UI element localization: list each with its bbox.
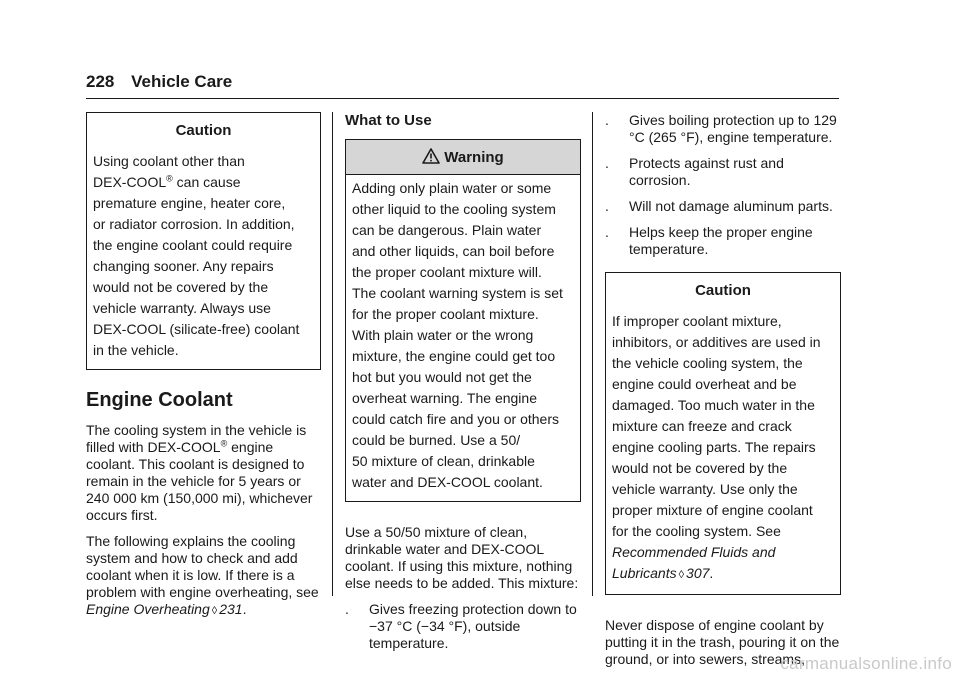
column-3 xyxy=(605,112,841,677)
caution-line: inhibitors, or additives are used in xyxy=(612,334,821,350)
caution-line: engine cooling parts. The repairs xyxy=(612,439,816,455)
caution-body xyxy=(87,148,320,369)
caution-line: would not be covered by the xyxy=(612,460,788,476)
warning-body xyxy=(346,175,580,501)
reference-page[interactable]: 307 xyxy=(686,565,710,581)
warning-line: With plain water or the wrong xyxy=(352,327,534,343)
caution-box-1 xyxy=(86,112,321,370)
bullet-mark: . xyxy=(605,155,609,171)
caution-line: the engine coolant could require xyxy=(93,237,293,253)
caution-title: Caution xyxy=(695,282,751,299)
text: . xyxy=(709,565,714,581)
warning-line: overheat warning. The engine xyxy=(352,390,537,406)
list-item-text: Gives boiling protection up to 129 °C (265 °F), engine temperature. xyxy=(629,112,837,145)
list-item xyxy=(345,601,581,652)
paragraph xyxy=(86,422,321,524)
section-title: Engine Coolant xyxy=(86,389,233,411)
caution-line: vehicle warranty. Use only the xyxy=(612,481,798,497)
text: The cooling system in the vehicle is filled with DEX-COOL xyxy=(86,422,307,455)
caution-line: changing sooner. Any repairs xyxy=(93,258,274,274)
reference-arrow-icon: ◊ xyxy=(678,569,685,581)
caution-line: engine could overheat and be xyxy=(612,376,797,392)
registered-mark: ® xyxy=(166,173,173,184)
warning-line: the proper coolant mixture will. xyxy=(352,264,542,280)
caution-line: in the vehicle. xyxy=(93,342,179,358)
warning-line: and other liquids, can boil before xyxy=(352,243,555,259)
warning-box xyxy=(345,139,581,502)
bullet-list xyxy=(345,601,581,652)
warning-header xyxy=(346,140,580,175)
warning-line: can be dangerous. Plain water xyxy=(352,222,542,238)
paragraph xyxy=(86,533,321,620)
page-header xyxy=(86,72,232,92)
bullet-list xyxy=(605,112,841,258)
warning-line: could be burned. Use a 50/ xyxy=(352,432,521,448)
registered-mark: ® xyxy=(220,438,228,449)
page-number: 228 xyxy=(86,72,115,91)
column-divider xyxy=(332,112,333,596)
warning-line: other liquid to the cooling system xyxy=(352,201,556,217)
warning-line: could catch fire and you or others xyxy=(352,411,560,427)
paragraph: Use a 50/50 mixture of clean, drinkable water and DEX-COOL coolant. If using this mixture, nothing else needs to be added. This mixture: xyxy=(345,524,579,591)
header-rule xyxy=(86,98,839,99)
text: The following explains the cooling system and how to check and add coolant when it is low. If there is a problem with engine overheating, see xyxy=(86,533,319,600)
list-item xyxy=(605,112,841,146)
caution-line: DEX-COOL (silicate-free) coolant xyxy=(93,321,300,337)
warning-title: Warning xyxy=(444,149,504,166)
warning-triangle-icon xyxy=(422,148,440,164)
warning-line: mixture, the engine could get too xyxy=(352,348,556,364)
warning-line: for the proper coolant mixture. xyxy=(352,306,539,322)
column-divider xyxy=(592,112,593,596)
caution-line: or radiator corrosion. In addition, xyxy=(93,216,295,232)
caution-title: Caution xyxy=(175,122,232,139)
page-header-title: Vehicle Care xyxy=(131,72,233,91)
subsection-title: What to Use xyxy=(345,112,432,129)
bullet-mark: . xyxy=(605,224,609,240)
text: . xyxy=(242,601,247,617)
cross-reference-link[interactable]: Engine Overheating xyxy=(86,601,210,617)
caution-line: the vehicle cooling system, the xyxy=(612,355,803,371)
paragraph: Never dispose of engine coolant by putting it in the trash, pouring it on the ground, or into sewers, streams, xyxy=(605,617,840,667)
column-2 xyxy=(345,112,581,661)
list-item xyxy=(605,198,841,215)
reference-page[interactable]: 231 xyxy=(219,601,243,617)
bullet-mark: . xyxy=(605,112,609,128)
cross-reference-link[interactable]: Recommended Fluids and xyxy=(612,544,776,560)
bullet-mark: . xyxy=(605,198,609,214)
text: engine coolant. This coolant is designed to remain in the vehicle for 5 years or 240 000 km (150,000 mi), whichever occurs first. xyxy=(86,439,313,523)
warning-line: The coolant warning system is set xyxy=(352,285,563,301)
watermark: carmanualsonline.info xyxy=(780,654,952,673)
list-item-text: Helps keep the proper engine temperature. xyxy=(629,224,813,257)
caution-line: would not be covered by the xyxy=(93,279,269,295)
caution-line: If improper coolant mixture, xyxy=(612,313,782,329)
caution-line: damaged. Too much water in the xyxy=(612,397,815,413)
caution-line: can cause xyxy=(172,174,241,190)
list-item-text: Protects against rust and corrosion. xyxy=(629,155,784,188)
caution-body xyxy=(606,308,840,594)
list-item xyxy=(605,224,841,258)
list-item-text: Gives freezing protection down to −37 °C (−34 °F), outside temperature. xyxy=(369,601,577,651)
caution-line: vehicle warranty. Always use xyxy=(93,300,271,316)
list-item-text: Will not damage aluminum parts. xyxy=(629,198,833,214)
caution-line: for the cooling system. See xyxy=(612,523,781,539)
warning-line: water and DEX-COOL coolant. xyxy=(352,474,543,490)
caution-line: DEX-COOL xyxy=(93,174,167,190)
list-item xyxy=(605,155,841,189)
reference-arrow-icon: ◊ xyxy=(211,605,218,617)
caution-line: proper mixture of engine coolant xyxy=(612,502,813,518)
cross-reference-link[interactable]: Lubricants xyxy=(612,565,677,581)
caution-line: premature engine, heater core, xyxy=(93,195,286,211)
warning-line: 50 mixture of clean, drinkable xyxy=(352,453,535,469)
caution-line: Using coolant other than xyxy=(93,153,245,169)
warning-line: Adding only plain water or some xyxy=(352,180,552,196)
caution-line: mixture can freeze and crack xyxy=(612,418,792,434)
column-1 xyxy=(86,112,321,629)
warning-line: hot but you would not get the xyxy=(352,369,532,385)
caution-box-2 xyxy=(605,272,841,595)
bullet-mark: . xyxy=(345,601,349,617)
